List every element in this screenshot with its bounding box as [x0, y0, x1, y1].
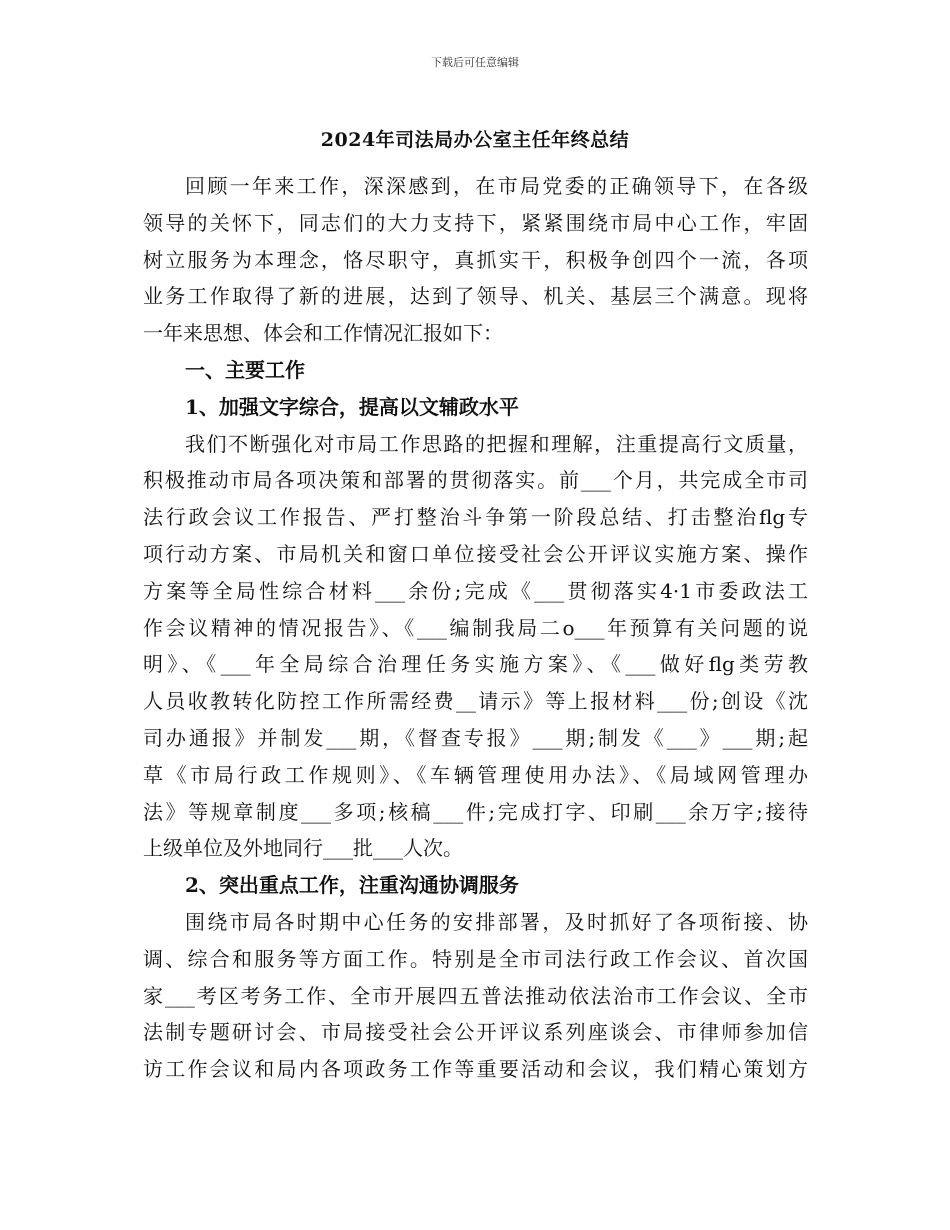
- paragraph-line: 作会议精神的情况报告》、《___编制我局二o___年预算有关问题的说: [143, 615, 808, 640]
- paragraph-line: 积极推动市局各项决策和部署的贯彻落实。前___个月，共完成全市司: [143, 468, 808, 493]
- subsection-heading: 2、突出重点工作，注重沟通协调服务: [185, 873, 519, 898]
- paragraph-line: 业务工作取得了新的进展，达到了领导、机关、基层三个满意。现将: [143, 284, 808, 309]
- section-heading: 一、主要工作: [185, 357, 305, 382]
- document-title: 2024年司法局办公室主任年终总结: [320, 129, 630, 151]
- paragraph-line: 法》等规章制度___多项;核稿___件;完成打字、印刷___余万字;接待: [143, 799, 808, 824]
- paragraph-line: 调、综合和服务等方面工作。特别是全市司法行政工作会议、首次国: [143, 946, 808, 971]
- paragraph-line: 回顾一年来工作，深深感到，在市局党委的正确领导下，在各级: [185, 174, 808, 198]
- paragraph-line: 法制专题研讨会、市局接受社会公开评议系列座谈会、市律师参加信: [143, 1020, 808, 1045]
- paragraph-line: 人员收教转化防控工作所需经费__请示》等上报材料___份;创设《沈: [143, 689, 808, 714]
- paragraph-line: 一年来思想、体会和工作情况汇报如下：: [143, 321, 503, 346]
- page-header: 下载后可任意编辑: [431, 56, 519, 69]
- paragraph-line: 司办通报》并制发___期，《督查专报》___期;制发《___》___期;起: [143, 725, 808, 750]
- paragraph-line: 围绕市局各时期中心任务的安排部署，及时抓好了各项衔接、协: [185, 909, 808, 934]
- paragraph-line: 方案等全局性综合材料___余份;完成《___贯彻落实4·1市委政法工: [143, 578, 808, 603]
- paragraph-line: 项行动方案、市局机关和窗口单位接受社会公开评议实施方案、操作: [143, 541, 808, 566]
- paragraph-line: 明》、《___年全局综合治理任务实施方案》、《___做好flg类劳教: [143, 652, 808, 677]
- paragraph-line: 家___考区考务工作、全市开展四五普法推动依法治市工作会议、全市: [143, 983, 808, 1008]
- paragraph-line: 法行政会议工作报告、严打整治斗争第一阶段总结、打击整治flg专: [143, 505, 808, 530]
- paragraph-line: 访工作会议和局内各项政务工作等重要活动和会议，我们精心策划方: [143, 1057, 808, 1082]
- document-body: [143, 168, 808, 1088]
- paragraph-line: 我们不断强化对市局工作思路的把握和理解，注重提高行文质量，: [185, 431, 808, 456]
- paragraph-line: 树立服务为本理念，恪尽职守，真抓实干，积极争创四个一流，各项: [143, 247, 808, 272]
- subsection-heading: 1、加强文字综合，提高以文辅政水平: [185, 394, 519, 419]
- paragraph-line: 草《市局行政工作规则》、《车辆管理使用办法》、《局域网管理办: [143, 762, 808, 787]
- paragraph-line: 上级单位及外地同行___批___人次。: [143, 836, 463, 861]
- paragraph-line: 领导的关怀下，同志们的大力支持下，紧紧围绕市局中心工作，牢固: [143, 210, 808, 235]
